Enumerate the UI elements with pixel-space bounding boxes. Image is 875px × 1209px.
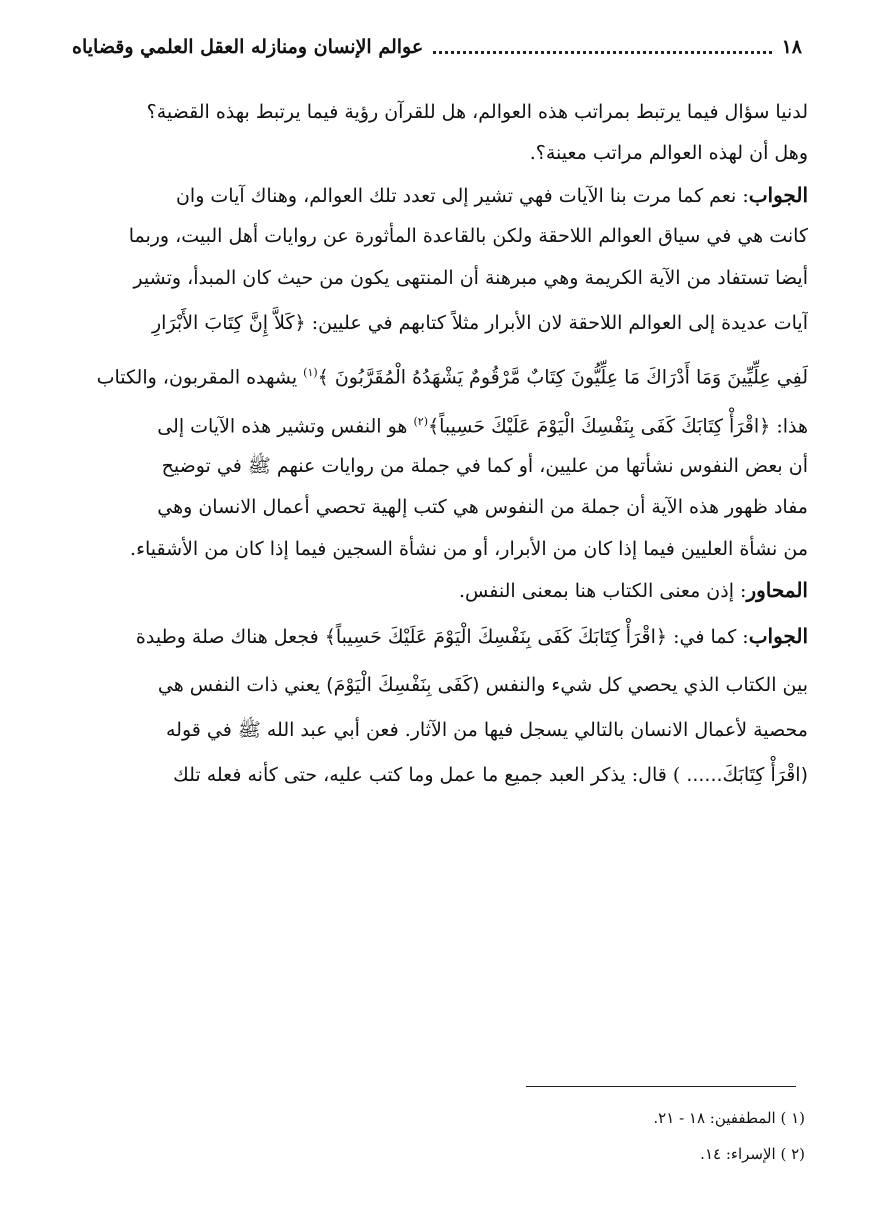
quran-verse: ﴿اقْرَأْ كِتَابَكَ كَفَى بِنَفْسِكَ الْيَوْمَ عَلَيْكَ حَسِيباً﴾ — [427, 415, 771, 438]
body-line: لدنيا سؤال فيما يرتبط بمراتب هذه العوالم، هل للقرآن رؤية فيما يرتبط بهذه القضية؟ — [146, 101, 808, 123]
answer-line — [70, 612, 808, 661]
body-text-span: بين الكتاب الذي يحصي كل شيء والنفس — [479, 673, 808, 696]
body-line: من نشأة العليين فيما إذا كان من الأبرار، أو من نشأة السجين فيما إذا كان من الأشقياء. — [130, 537, 808, 560]
quran-verse: ﴿كَلاَّ إِنَّ كِتَابَ الأَبْرَارِ — [151, 311, 306, 334]
footnote: (٢ ) الإسراء: ١٤. — [700, 1145, 805, 1163]
body-text-span: ) قال: يذكر العبد جميع ما عمل وما كتب عليه، حتى كأنه فعله تلك — [173, 763, 687, 786]
quran-verse: ﴿اقْرَأْ كِتَابَكَ كَفَى بِنَفْسِكَ الْيَوْمَ عَلَيْكَ حَسِيباً﴾ — [324, 625, 668, 648]
body-text-span: آيات عديدة إلى العوالم اللاحقة لان الأبرار مثلاً كتابهم في عليين: — [305, 311, 808, 334]
footnote: (١ ) المطففين: ١٨ - ٢١. — [653, 1109, 805, 1127]
answer-label: الجواب — [748, 623, 808, 648]
body-line: مفاد ظهور هذه الآية أن جملة من النفوس هي كتب إلهية تحصي أعمال الانسان وهي — [157, 496, 808, 519]
footnote-ref[interactable]: (١) — [303, 365, 318, 379]
body-line — [70, 661, 808, 710]
body-text-span: هو النفس وتشير هذه الآيات إلى — [157, 415, 414, 438]
body-text-span: فجعل هناك صلة وطيدة — [135, 625, 325, 648]
body-line: محصية لأعمال الانسان بالتالي يسجل فيها من الآثار. فعن أبي عبد الله ﷺ في قوله — [165, 718, 808, 741]
body-line: كانت هي في سياق العوالم اللاحقة ولكن بالقاعدة المأثورة عن روايات أهل البيت، وربما — [128, 225, 808, 248]
interlocutor-text: : إذن معنى الكتاب هنا بمعنى النفس. — [459, 580, 747, 603]
interlocutor-label: المحاور — [746, 578, 808, 603]
body-text-span: يعني ذات النفس هي — [157, 673, 327, 696]
answer-text: : نعم كما مرت بنا الآيات فهي تشير إلى تعدد تلك العوالم، وهناك آيات وان — [175, 184, 749, 207]
body-line: أن بعض النفوس نشأتها من عليين، أو كما في جملة من روايات عنهم ﷺ في توضيح — [161, 454, 808, 477]
body-text-span: يشهده المقربون، والكتاب — [96, 366, 304, 389]
quran-verse: (اقْرَأْ كِتَابَكَ...... — [686, 763, 808, 786]
footnote-ref[interactable]: (٢) — [413, 414, 428, 428]
footnotes — [405, 1100, 805, 1172]
page-number: ١٨ — [781, 36, 802, 58]
quran-verse: (كَفَى بِنَفْسِكَ الْيَوْمَ) — [326, 673, 480, 696]
footnote-separator — [526, 1086, 796, 1087]
body-text-span: : كما في: — [667, 625, 749, 648]
body-line — [70, 397, 808, 446]
header-title: عوالم الإنسان ومنازله العقل العلمي وقضاياه — [72, 36, 424, 58]
body-line — [70, 751, 808, 800]
body-line — [70, 348, 808, 397]
running-header — [72, 30, 802, 64]
body-text — [70, 92, 808, 800]
interlocutor-line — [70, 570, 808, 611]
body-line: أيضا تستفاد من الآية الكريمة وهي مبرهنة أن المنتهى يكون من حيث كان المبدأ، وتشير — [133, 266, 808, 289]
body-line — [70, 299, 808, 348]
header-dotted-leader — [433, 49, 771, 54]
answer-label: الجواب — [748, 182, 808, 207]
answer-line — [70, 175, 808, 216]
quran-verse: لَفِي عِلِّيِّينَ وَمَا أَدْرَاكَ مَا عِلِّيُّونَ كِتَابٌ مَّرْقُومٌ يَشْهَدُهُ الْمُقَرَّبُونَ ﴾ — [317, 366, 808, 389]
body-text-span: هذا: — [770, 415, 808, 438]
body-line: وهل أن لهذه العوالم مراتب معينة؟. — [529, 142, 808, 165]
